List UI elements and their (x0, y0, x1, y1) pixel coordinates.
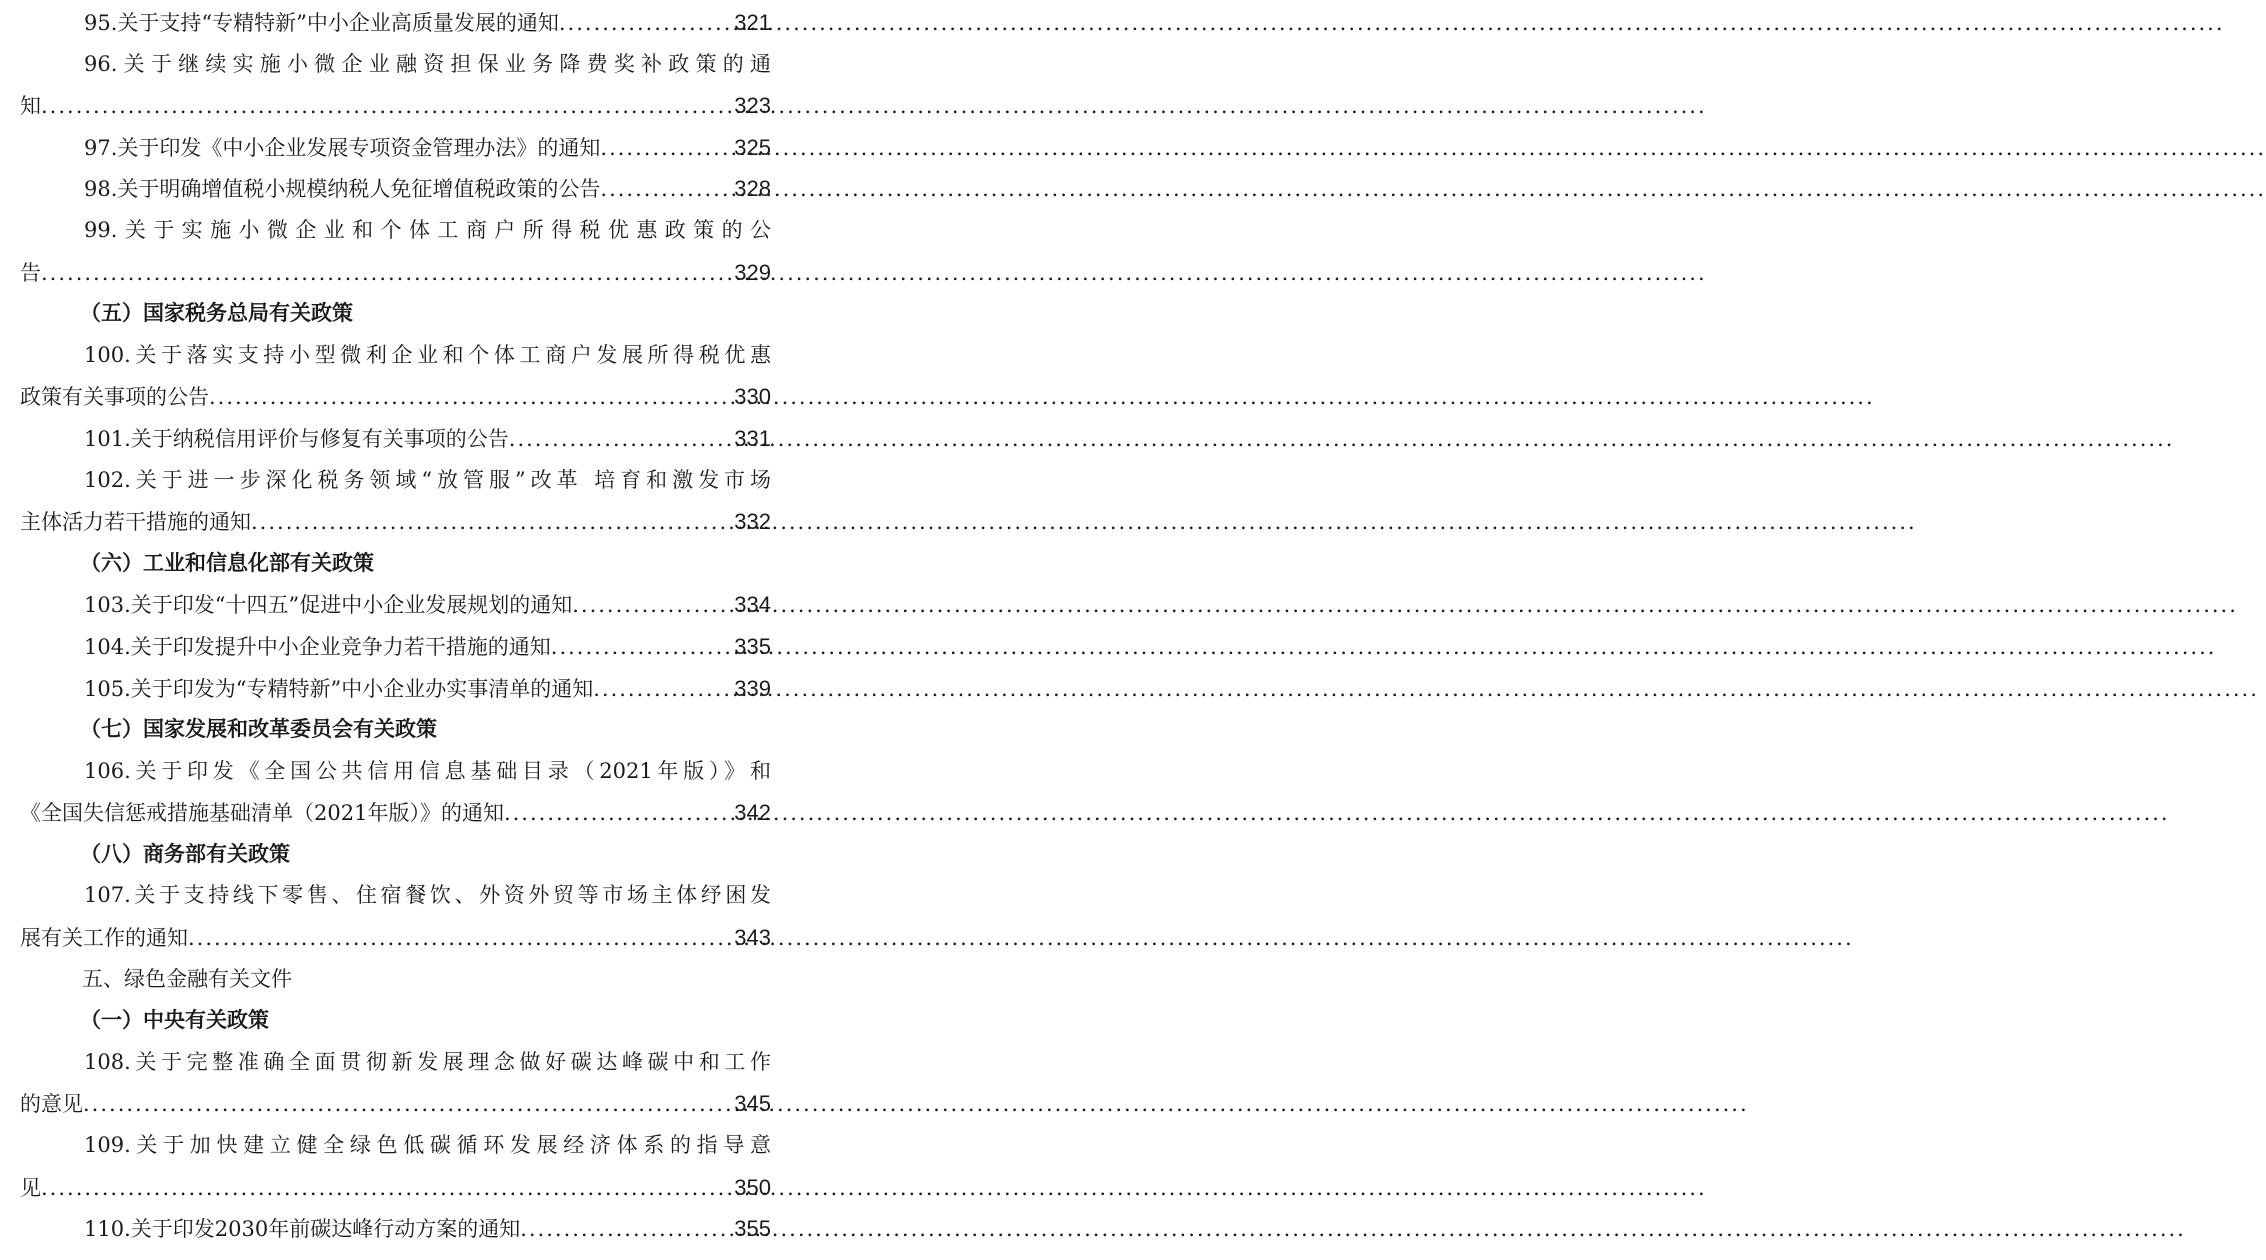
page-number: 355 (734, 1216, 771, 1242)
toc-entry-line (20, 376, 771, 418)
page-number: 335 (734, 633, 771, 659)
page-number: 339 (734, 675, 771, 701)
toc-entry-line (20, 584, 771, 626)
dot-leader (551, 627, 733, 669)
toc-entry-title: 96.关于继续实施小微企业融资担保业务降费奖补政策的通 (84, 51, 771, 76)
toc-entry-title: 的意见 (20, 1092, 83, 1117)
toc-entry-title: 106.关于印发《全国公共信用信息基础目录（2021年版）》和 (84, 758, 771, 783)
page-number: 350 (734, 1174, 771, 1200)
toc-entry-title: 100.关于落实支持小型微利企业和个体工商户发展所得税优惠 (84, 342, 771, 367)
toc-entry-line (20, 1042, 771, 1084)
page-number: 321 (734, 10, 771, 35)
section-heading: （五）国家税务总局有关政策 (80, 301, 353, 326)
toc-entry-title: 108.关于完整准确全面贯彻新发展理念做好碳达峰碳中和工作 (84, 1049, 771, 1074)
toc-entry-line (20, 1167, 771, 1209)
dot-leader (83, 1084, 732, 1126)
toc-entry-title: 《全国失信惩戒措施基础清单（2021年版）》的通知 (20, 801, 504, 826)
dot-leader (520, 1209, 732, 1251)
toc-entry-line (20, 2, 771, 44)
dot-leader (188, 918, 732, 960)
dot-leader (41, 86, 732, 128)
page-number: 325 (734, 134, 771, 160)
toc-entry-title: 109.关于加快建立健全绿色低碳循环发展经济体系的指导意 (84, 1133, 771, 1158)
toc-entry-line (20, 1083, 771, 1125)
toc-entry-title: 展有关工作的通知 (20, 926, 188, 951)
page-number: 331 (734, 425, 771, 451)
page-number: 332 (734, 509, 771, 535)
toc-entry-title: 103.关于印发“十四五”促进中小企业发展规划的通知 (84, 593, 573, 618)
page-number: 330 (734, 384, 771, 410)
dot-leader (600, 128, 732, 170)
toc-entry-line (20, 751, 771, 793)
page-number: 328 (734, 176, 771, 202)
toc-entry-title: 104.关于印发提升中小企业竞争力若干措施的通知 (84, 634, 551, 659)
toc-entry-line (20, 626, 771, 668)
section-heading: （七）国家发展和改革委员会有关政策 (80, 717, 437, 742)
toc-entry-title: 101.关于纳税信用评价与修复有关事项的公告 (84, 426, 509, 451)
toc-entry-line (20, 210, 771, 252)
toc-entry-title: 95.关于支持“专精特新”中小企业高质量发展的通知 (84, 11, 559, 35)
toc-entry-line (20, 792, 771, 834)
page-number: 329 (734, 259, 771, 285)
dot-leader (251, 502, 732, 544)
dot-leader (41, 1168, 732, 1210)
dot-leader (572, 585, 732, 627)
toc-entry-line (20, 668, 771, 710)
toc-entry-line (20, 44, 771, 86)
toc-entry-title: 见 (20, 1175, 41, 1200)
toc-entry-line (20, 460, 771, 502)
dot-leader (509, 419, 733, 461)
toc-entry-line (20, 168, 771, 210)
toc-entry-line (20, 335, 771, 377)
table-of-contents (20, 2, 771, 1250)
toc-entry-line (20, 1125, 771, 1167)
toc-entry-line (20, 501, 771, 543)
section-heading: （八）商务部有关政策 (80, 841, 290, 866)
toc-page (0, 0, 793, 1260)
toc-entry-title: 107.关于支持线下零售、住宿餐饮、外资外贸等市场主体纾困发 (84, 883, 771, 908)
toc-entry-title: 110.关于印发2030年前碳达峰行动方案的通知 (84, 1217, 521, 1242)
toc-entry-line (20, 875, 771, 917)
part-heading: 五、绿色金融有关文件 (82, 966, 292, 991)
toc-entry-line (20, 418, 771, 460)
page-number: 343 (734, 925, 771, 951)
toc-entry-line (20, 1208, 771, 1250)
dot-leader (209, 377, 732, 419)
page-number: 345 (734, 1091, 771, 1117)
page-number: 323 (734, 93, 771, 119)
section-heading: （六）工业和信息化部有关政策 (80, 550, 374, 575)
dot-leader (600, 169, 732, 211)
toc-entry-title: 告 (20, 260, 41, 285)
page-number: 342 (734, 800, 771, 826)
dot-leader (593, 669, 732, 711)
dot-leader (504, 793, 732, 835)
dot-leader (41, 253, 732, 295)
toc-entry-line (20, 127, 771, 169)
section-heading: （一）中央有关政策 (80, 1008, 269, 1033)
toc-entry-line (20, 252, 771, 294)
toc-entry-line (20, 917, 771, 959)
toc-entry-title: 102.关于进一步深化税务领域“放管服”改革 培育和激发市场 (84, 467, 771, 492)
toc-entry-title: 97.关于印发《中小企业发展专项资金管理办法》的通知 (84, 135, 601, 160)
toc-entry-line (20, 85, 771, 127)
toc-entry-title: 知 (20, 94, 41, 119)
toc-entry-title: 98.关于明确增值税小规模纳税人免征增值税政策的公告 (84, 177, 601, 202)
toc-entry-title: 政策有关事项的公告 (20, 385, 209, 410)
toc-entry-title: 99.关于实施小微企业和个体工商户所得税优惠政策的公 (84, 217, 771, 242)
toc-entry-title: 105.关于印发为“专精特新”中小企业办实事清单的通知 (84, 676, 594, 701)
page-number: 334 (734, 592, 771, 618)
toc-entry-title: 主体活力若干措施的通知 (20, 510, 251, 535)
dot-leader (559, 3, 732, 45)
